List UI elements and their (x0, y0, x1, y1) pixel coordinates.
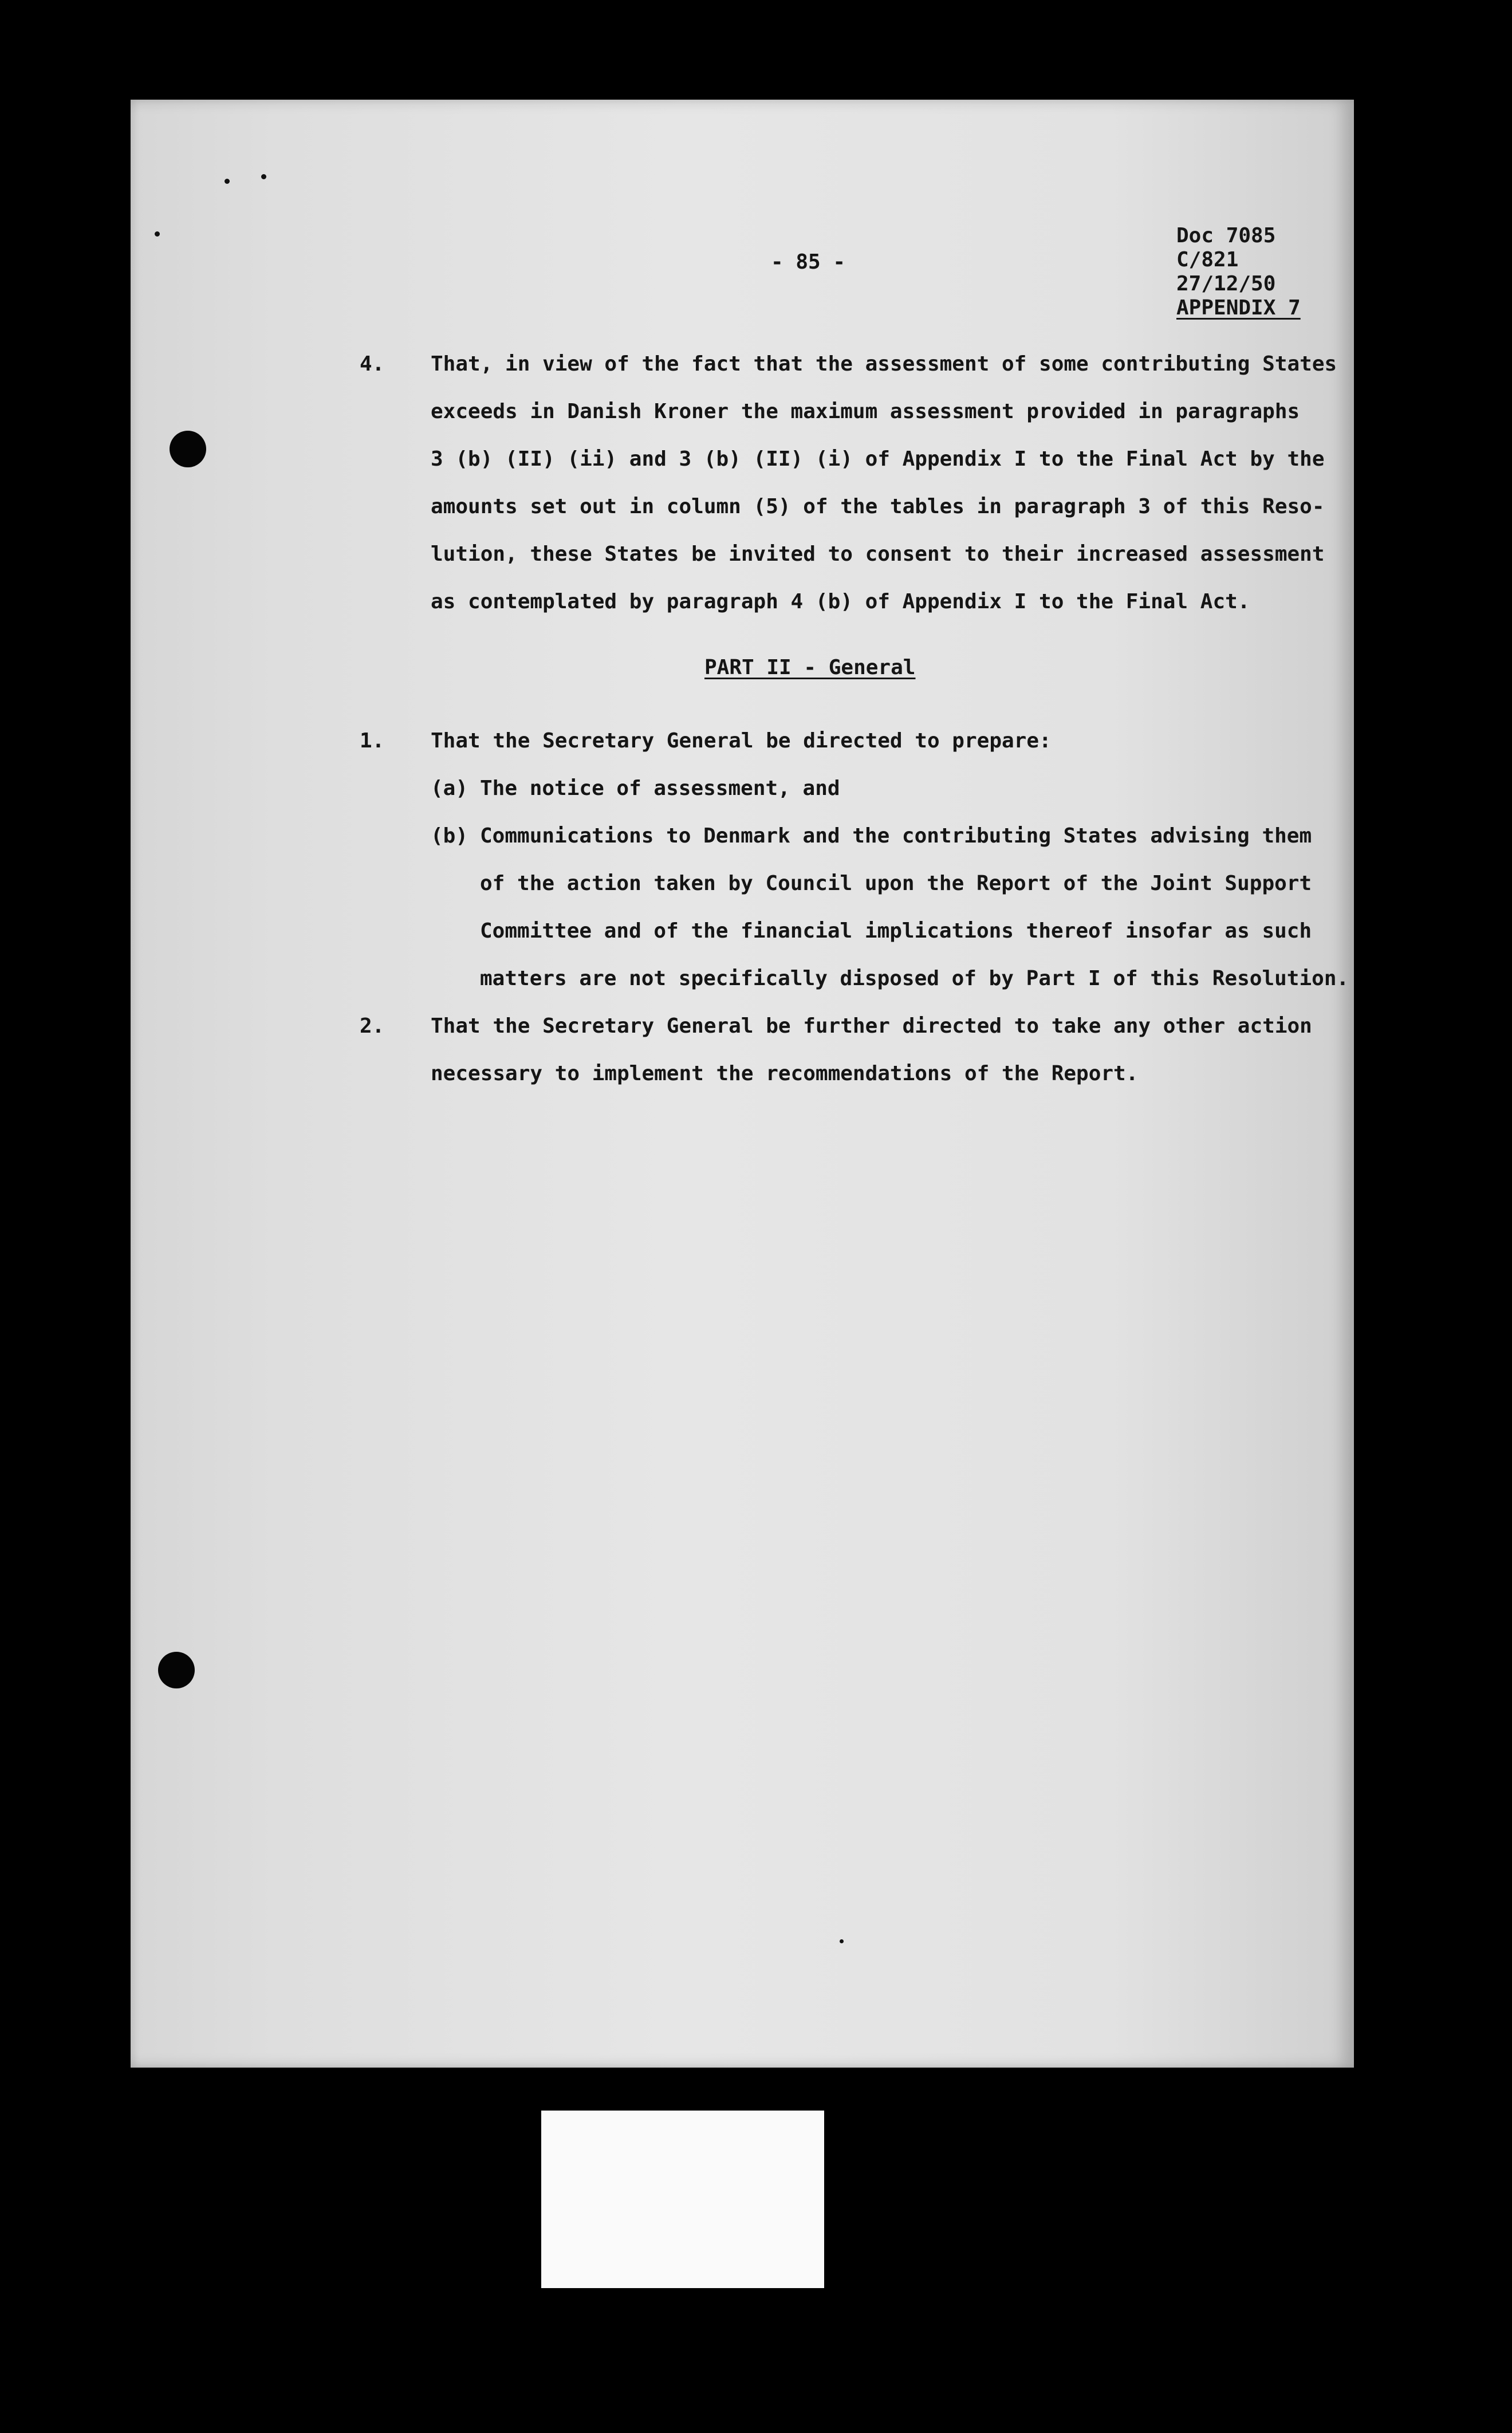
item2-line: necessary to implement the recommendations of the Report. (431, 1062, 1139, 1085)
page-number: - 85 - (771, 250, 846, 274)
doc-reference: Doc 7085 (1176, 224, 1276, 247)
punch-hole (158, 1652, 195, 1688)
punch-hole (170, 431, 206, 467)
document-page (131, 100, 1354, 2068)
speck-mark (155, 231, 160, 237)
para4-line: lution, these States be invited to consent to their increased assessment (431, 542, 1325, 566)
document-date: 27/12/50 (1176, 272, 1276, 296)
item2-number: 2. (360, 1014, 385, 1038)
c-reference: C/821 (1176, 248, 1239, 271)
para4-line: 3 (b) (II) (ii) and 3 (b) (II) (i) of Appendix I to the Final Act by the (431, 447, 1325, 471)
appendix-label: APPENDIX 7 (1176, 296, 1301, 320)
para4-line: amounts set out in column (5) of the tables in paragraph 3 of this Reso- (431, 495, 1325, 518)
part2-heading: PART II - General (704, 656, 916, 679)
item2-line: That the Secretary General be further directed to take any other action (431, 1014, 1312, 1038)
speck-mark (840, 1939, 844, 1943)
sub-b-line: Communications to Denmark and the contributing States advising them (480, 824, 1312, 848)
para4-line: exceeds in Danish Kroner the maximum assessment provided in paragraphs (431, 400, 1300, 423)
para4-line: That, in view of the fact that the assessment of some contributing States (431, 352, 1337, 376)
sub-b-line: of the action taken by Council upon the Report of the Joint Support (480, 872, 1312, 895)
speck-mark (225, 179, 230, 184)
para4-number: 4. (360, 352, 385, 376)
item1-intro: That the Secretary General be directed to prepare: (431, 729, 1052, 753)
para4-line: as contemplated by paragraph 4 (b) of Appendix I to the Final Act. (431, 590, 1250, 613)
sub-b-line: Committee and of the financial implications thereof insofar as such (480, 919, 1312, 943)
item1-number: 1. (360, 729, 385, 753)
sub-a-text: The notice of assessment, and (480, 777, 840, 800)
sub-b-line: matters are not specifically disposed of by Part I of this Resolution. (480, 967, 1349, 990)
sub-a-label: (a) (431, 777, 468, 800)
sub-b-label: (b) (431, 824, 468, 848)
speck-mark (261, 174, 266, 179)
blank-label-card (541, 2111, 824, 2288)
